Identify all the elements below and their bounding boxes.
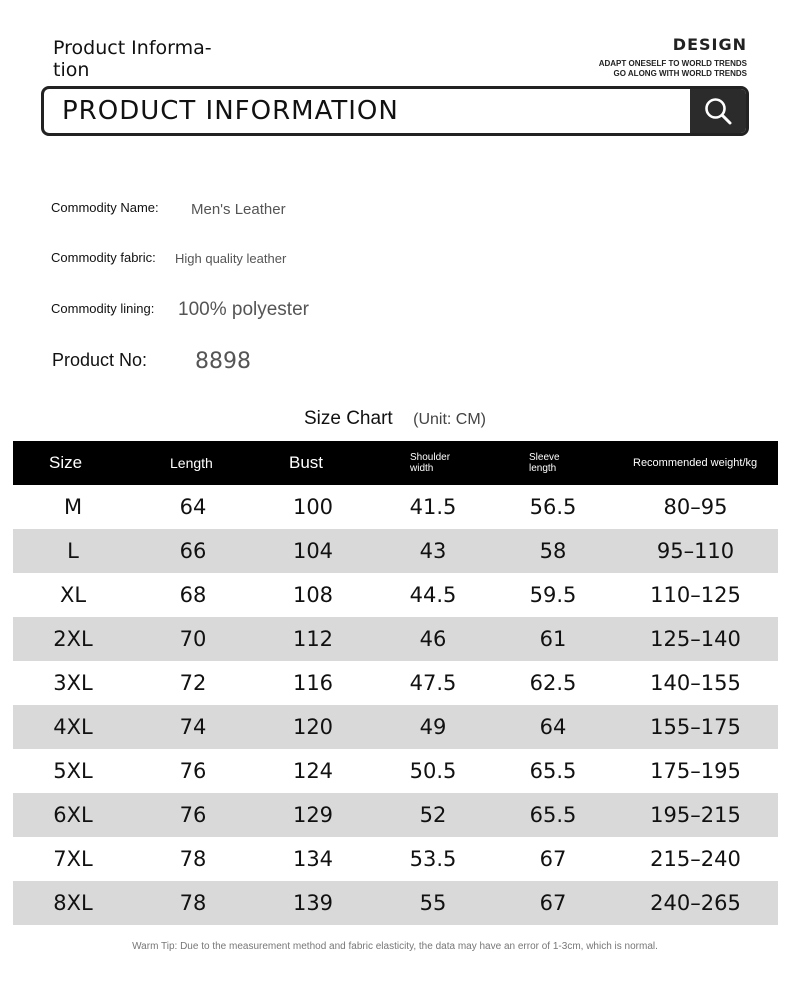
header-sleeve-line-2: length [529, 463, 557, 474]
cell-bust: 104 [253, 529, 373, 573]
cell-length: 64 [179, 495, 207, 519]
size-chart-heading: Size Chart [303, 408, 393, 429]
header-size: Size [13, 441, 133, 485]
cell-size: 7XL [53, 847, 93, 871]
cell-shoulder-width: 50.5 [409, 759, 457, 783]
design-title: DESIGN [672, 35, 747, 54]
cell-length: 70 [133, 617, 253, 661]
cell-recommended-weight: 215–240 [650, 847, 741, 871]
table-row [13, 573, 778, 617]
commodity-lining-label: Commodity lining: [51, 301, 155, 316]
commodity-fabric-label: Commodity fabric: [51, 250, 156, 265]
cell-sleeve-length: 58 [493, 529, 613, 573]
page-title-line-1: Product Informa- [53, 37, 212, 59]
cell-size: 5XL [53, 759, 93, 783]
cell-length: 66 [133, 529, 253, 573]
table-row [13, 661, 778, 705]
product-no-label: Product No: [52, 350, 148, 370]
cell-bust: 134 [292, 847, 334, 871]
cell-length: 76 [179, 759, 207, 783]
cell-bust: 139 [253, 881, 373, 925]
table-row [13, 837, 778, 881]
page-title-line-2: tion [53, 59, 90, 81]
cell-bust: 116 [292, 671, 334, 695]
cell-shoulder-width: 44.5 [409, 583, 457, 607]
table-row [13, 617, 778, 661]
header-shoulder-line-2: width [410, 463, 434, 474]
cell-size: 3XL [53, 671, 93, 695]
cell-bust: 112 [253, 617, 373, 661]
size-table [13, 441, 778, 925]
cell-sleeve-length: 67 [539, 847, 567, 871]
cell-sleeve-length: 67 [493, 881, 613, 925]
cell-bust: 108 [292, 583, 334, 607]
page-title [53, 37, 228, 81]
cell-length: 76 [133, 793, 253, 837]
cell-recommended-weight: 110–125 [650, 583, 741, 607]
cell-size: 2XL [13, 617, 133, 661]
table-header-row [13, 441, 778, 485]
cell-length: 68 [179, 583, 207, 607]
cell-size: L [13, 529, 133, 573]
commodity-lining-value: 100% polyester [178, 299, 309, 320]
design-logo [599, 35, 747, 79]
cell-shoulder-width: 52 [373, 793, 493, 837]
cell-length: 78 [133, 881, 253, 925]
product-no-value: 8898 [195, 349, 251, 374]
header-length: Length [133, 441, 253, 485]
header-sleeve-length [493, 441, 613, 485]
search-icon [703, 96, 733, 126]
cell-bust: 129 [253, 793, 373, 837]
cell-recommended-weight: 80–95 [663, 495, 728, 519]
cell-sleeve-length: 56.5 [529, 495, 577, 519]
cell-bust: 120 [253, 705, 373, 749]
cell-size: 4XL [13, 705, 133, 749]
header-sleeve-line-1: Sleeve [529, 452, 560, 463]
cell-recommended-weight: 125–140 [613, 617, 778, 661]
table-row [13, 705, 778, 749]
cell-length: 72 [179, 671, 207, 695]
cell-length: 74 [133, 705, 253, 749]
cell-recommended-weight: 175–195 [650, 759, 741, 783]
cell-size: 6XL [13, 793, 133, 837]
design-tagline-1: ADAPT ONESELF TO WORLD TRENDS [598, 59, 747, 68]
commodity-name-value: Men's Leather [191, 201, 286, 218]
cell-recommended-weight: 195–215 [613, 793, 778, 837]
search-input[interactable]: PRODUCT INFORMATION [62, 96, 399, 126]
size-chart-title [0, 408, 790, 430]
design-tagline-2: GO ALONG WITH WORLD TRENDS [613, 69, 747, 78]
cell-recommended-weight: 240–265 [613, 881, 778, 925]
cell-size: 8XL [13, 881, 133, 925]
cell-recommended-weight: 140–155 [650, 671, 741, 695]
header-bust: Bust [253, 441, 373, 485]
search-button[interactable] [690, 89, 746, 133]
cell-sleeve-length: 64 [493, 705, 613, 749]
commodity-name-label: Commodity Name: [51, 200, 159, 215]
header-shoulder-line-1: Shoulder [410, 452, 451, 463]
cell-sleeve-length: 62.5 [529, 671, 577, 695]
cell-sleeve-length: 59.5 [529, 583, 577, 607]
size-table-body [13, 485, 778, 925]
cell-shoulder-width: 43 [373, 529, 493, 573]
commodity-fabric-value: High quality leather [175, 251, 287, 266]
table-row [13, 485, 778, 529]
table-row [13, 881, 778, 925]
cell-bust: 124 [292, 759, 334, 783]
cell-shoulder-width: 55 [373, 881, 493, 925]
cell-shoulder-width: 46 [373, 617, 493, 661]
header-recommended-weight: Recommended weight/kg [613, 441, 778, 485]
cell-sleeve-length: 65.5 [493, 793, 613, 837]
table-row [13, 749, 778, 793]
cell-recommended-weight: 95–110 [613, 529, 778, 573]
cell-sleeve-length: 61 [493, 617, 613, 661]
table-row [13, 793, 778, 837]
header-shoulder-width [373, 441, 493, 485]
cell-sleeve-length: 65.5 [529, 759, 577, 783]
warm-tip: Warm Tip: Due to the measurement method and fabric elasticity, the data may have an error of 1-3cm, which is normal. [132, 941, 658, 952]
cell-size: M [63, 495, 83, 519]
search-bar[interactable] [41, 86, 749, 136]
cell-shoulder-width: 47.5 [409, 671, 457, 695]
size-chart-unit: (Unit: CM) [413, 411, 487, 428]
cell-recommended-weight: 155–175 [613, 705, 778, 749]
cell-bust: 100 [292, 495, 334, 519]
cell-shoulder-width: 53.5 [409, 847, 457, 871]
cell-size: XL [59, 583, 87, 607]
cell-length: 78 [179, 847, 207, 871]
cell-shoulder-width: 41.5 [409, 495, 457, 519]
table-row [13, 529, 778, 573]
cell-shoulder-width: 49 [373, 705, 493, 749]
